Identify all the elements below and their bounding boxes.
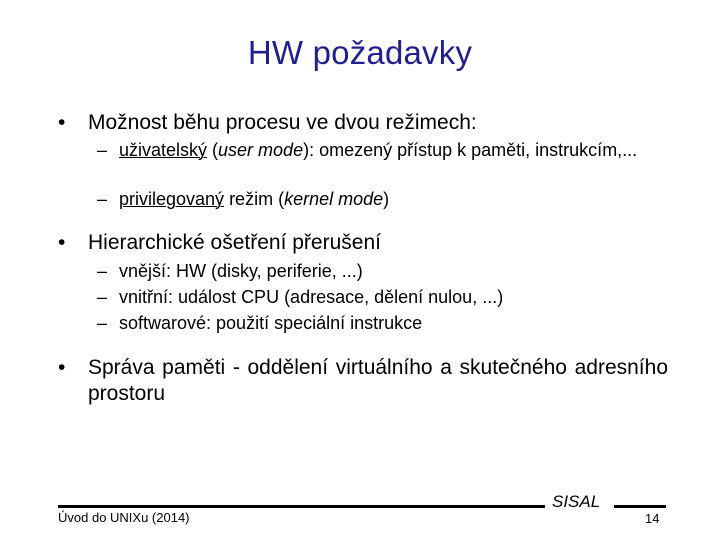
subitem-text: vnější: HW (disky, periferie, ...) <box>119 261 363 281</box>
text-fragment: ) <box>383 189 390 209</box>
text-fragment: režim ( <box>224 189 285 209</box>
subitem-text: vnitřní: událost CPU (adresace, dělení nulou, ...) <box>119 287 504 307</box>
term-user-mode: uživatelský <box>119 140 208 160</box>
footer-brand: SISAL <box>552 492 601 511</box>
subitem-marker: – <box>97 287 108 307</box>
bullet-item-interrupts <box>58 230 668 256</box>
term-kernel-mode: privilegovaný <box>119 189 225 209</box>
page-number: 14 <box>645 511 660 526</box>
footer-course-title: Úvod do UNIXu (2014) <box>58 510 190 525</box>
subitem-marker: – <box>97 261 108 281</box>
bullet-marker: • <box>58 231 66 254</box>
footer-divider-left <box>58 505 545 508</box>
subitem-text <box>119 188 657 211</box>
bullet-text: Správa paměti - oddělení virtuálního a skutečného adresního prostoru <box>88 356 668 405</box>
italic-user-mode: user mode <box>218 140 304 160</box>
bullet-text: Možnost běhu procesu ve dvou režimech: <box>88 111 477 134</box>
bullet-item-memory <box>58 355 668 407</box>
subitem-marker: – <box>97 313 108 333</box>
bullet-text: Hierarchické ošetření přerušení <box>88 231 381 254</box>
bullet-marker: • <box>58 111 66 134</box>
subitem-marker: – <box>97 189 108 209</box>
subitem-text <box>119 139 657 162</box>
subitem-kernel-mode <box>97 188 657 211</box>
subitem-user-mode <box>97 139 657 162</box>
bullet-item-modes <box>58 110 668 136</box>
text-fragment: ): omezený přístup k paměti, instrukcím,... <box>303 140 638 160</box>
subitem-software <box>97 312 657 335</box>
text-fragment: ( <box>207 140 219 160</box>
subitem-external <box>97 260 657 283</box>
slide-title: HW požadavky <box>247 34 473 71</box>
bullet-marker: • <box>58 356 66 379</box>
subitem-marker: – <box>97 140 108 160</box>
subitem-internal <box>97 286 657 309</box>
italic-kernel-mode: kernel mode <box>284 189 384 209</box>
footer-divider-right <box>614 505 666 508</box>
subitem-text: softwarové: použití speciální instrukce <box>119 313 423 333</box>
